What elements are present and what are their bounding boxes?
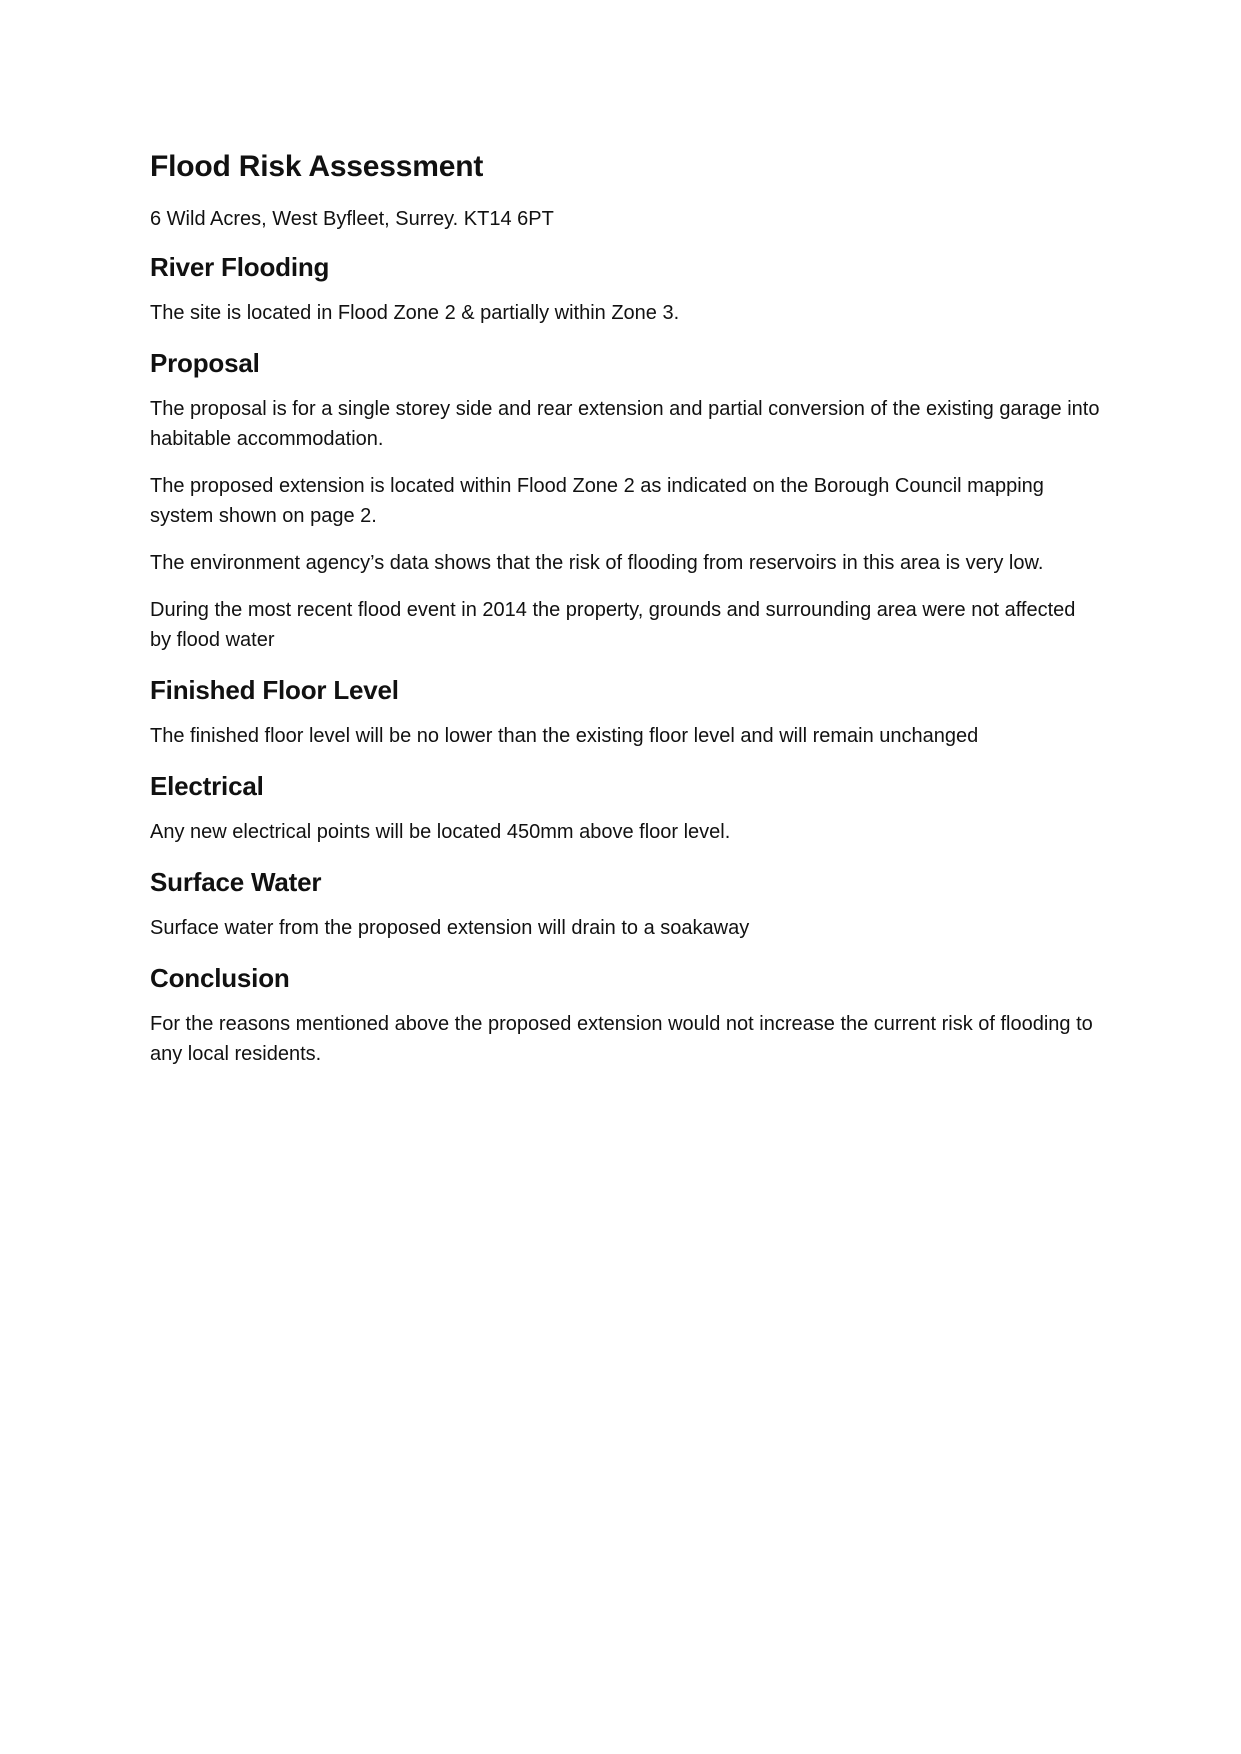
section-river-flooding xyxy=(150,250,1100,328)
section-heading-electrical: Electrical xyxy=(150,771,264,801)
paragraph: The proposed extension is located within Flood Zone 2 as indicated on the Borough Council mapping system shown on page 2. xyxy=(150,475,1044,527)
document-body xyxy=(150,148,1100,1087)
section-heading-river-flooding: River Flooding xyxy=(150,252,330,282)
site-address: 6 Wild Acres, West Byfleet, Surrey. KT14 6PT xyxy=(150,208,554,230)
section-heading-finished-floor-level: Finished Floor Level xyxy=(150,675,399,705)
section-electrical xyxy=(150,769,1100,847)
paragraph: The finished floor level will be no lower than the existing floor level and will remain unchanged xyxy=(150,725,979,747)
paragraph: For the reasons mentioned above the proposed extension would not increase the current risk of flooding to any local residents. xyxy=(150,1013,1093,1065)
section-heading-surface-water: Surface Water xyxy=(150,867,322,897)
section-proposal xyxy=(150,346,1100,655)
section-heading-proposal: Proposal xyxy=(150,348,260,378)
paragraph: The proposal is for a single storey side and rear extension and partial conversion of the existing garage into habitable accommodation. xyxy=(150,398,1100,450)
paragraph: During the most recent flood event in 2014 the property, grounds and surrounding area were not affected by flood water xyxy=(150,599,1076,651)
section-finished-floor-level xyxy=(150,673,1100,751)
document-title: Flood Risk Assessment xyxy=(150,150,484,183)
paragraph: The environment agency’s data shows that the risk of flooding from reservoirs in this area is very low. xyxy=(150,552,1044,574)
section-surface-water xyxy=(150,865,1100,943)
paragraph: Any new electrical points will be located 450mm above floor level. xyxy=(150,821,731,843)
section-heading-conclusion: Conclusion xyxy=(150,963,290,993)
paragraph: Surface water from the proposed extension will drain to a soakaway xyxy=(150,917,750,939)
section-conclusion xyxy=(150,961,1100,1069)
paragraph: The site is located in Flood Zone 2 & partially within Zone 3. xyxy=(150,302,680,324)
